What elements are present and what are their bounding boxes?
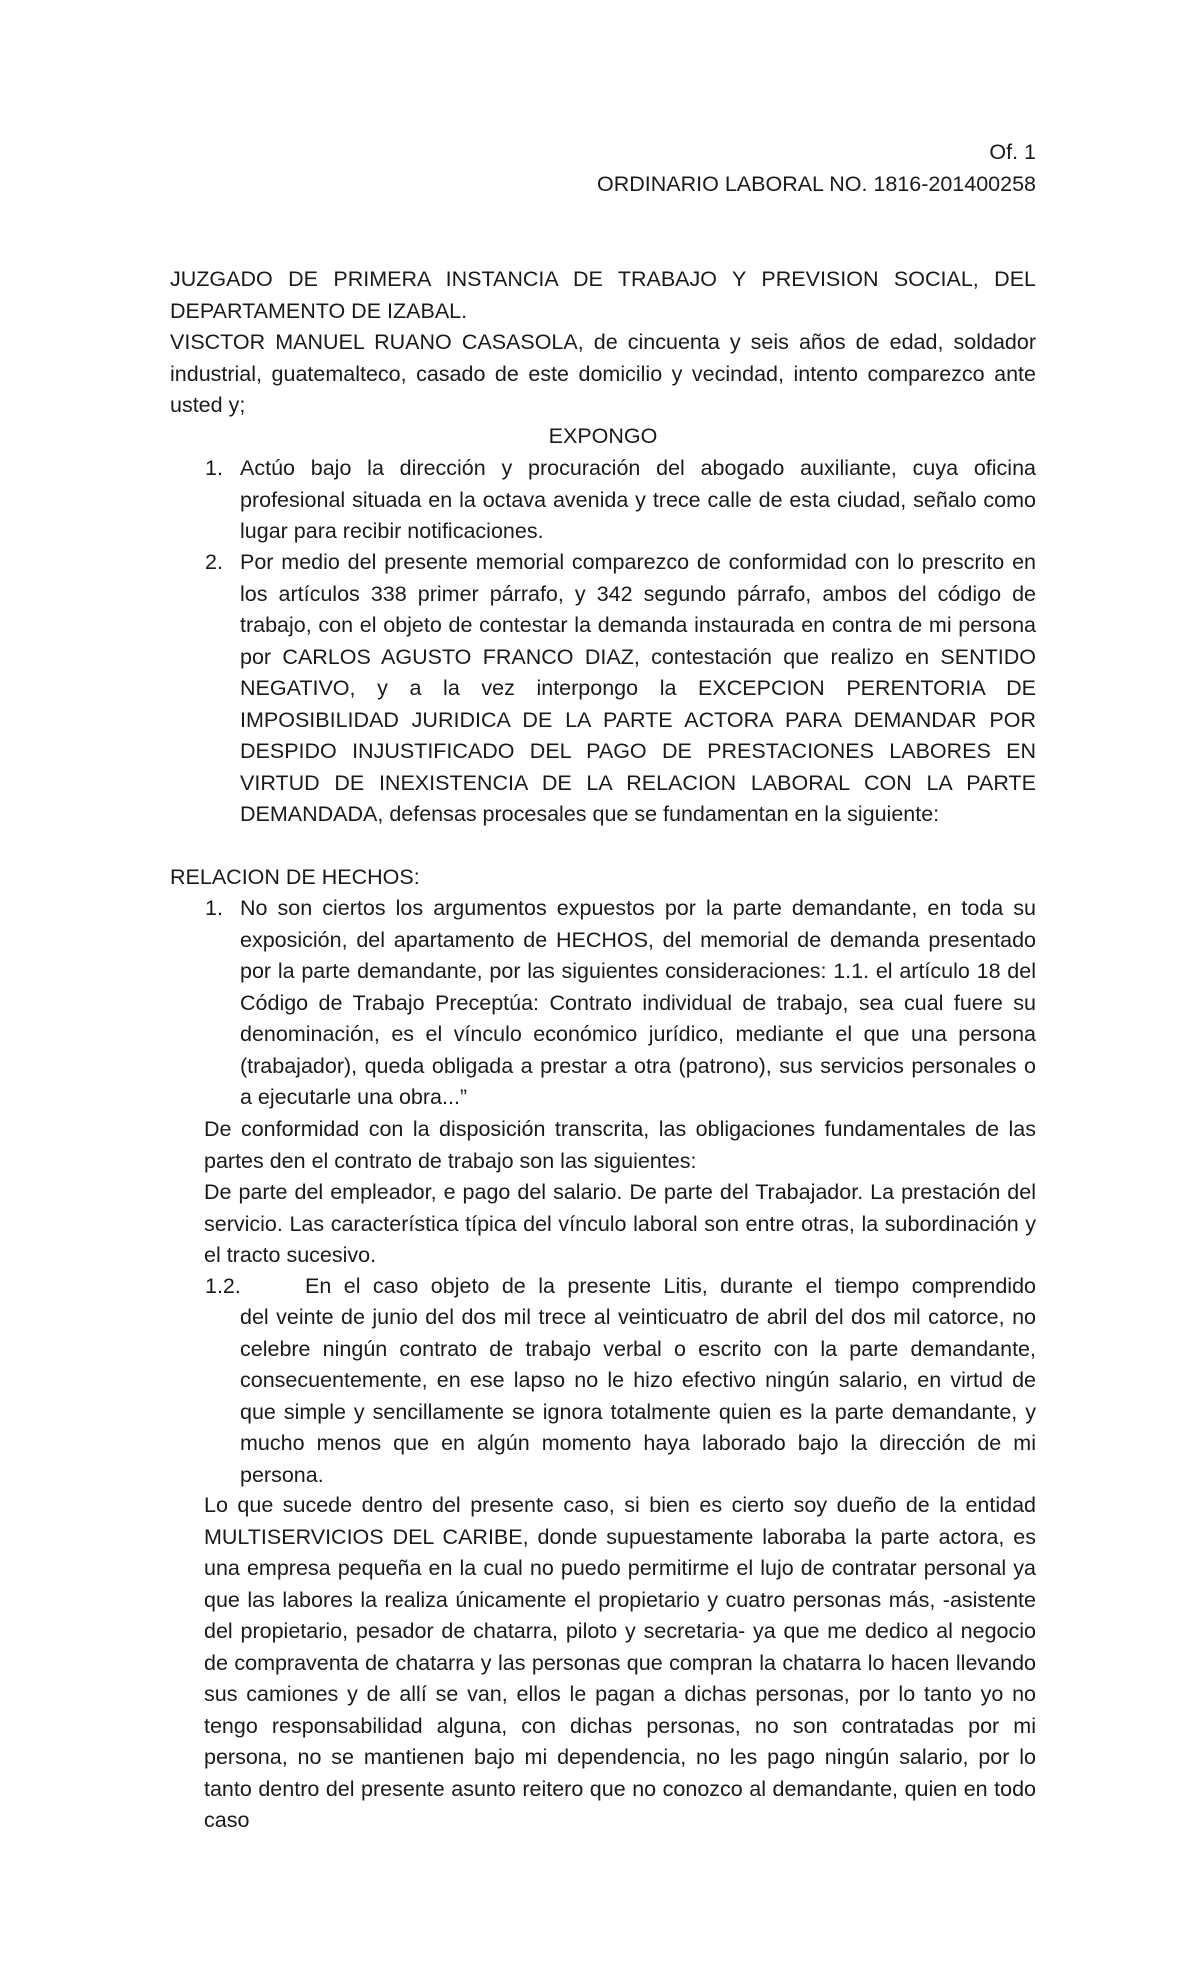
expongo-item-2-number: 2.	[205, 550, 223, 574]
item-1-2-first-line: En el caso objeto de la presente Litis, durante el tiempo comprendido	[305, 1274, 1036, 1298]
paragraph-empleador: De parte del empleador, e pago del salario. De parte del Trabajador. La prestación del servicio. Las característica típica del vínculo laboral son entre otras, la subordinación y el tracto sucesivo.	[204, 1180, 1036, 1267]
item-1-2-number: 1.2.	[205, 1274, 241, 1298]
expongo-item-1-text: Actúo bajo la dirección y procuración del abogado auxiliante, cuya oficina profesional situada en la octava avenida y trece calle de esta ciudad, señalo como lugar para recibir notificaciones.	[240, 456, 1036, 543]
expongo-heading: EXPONGO	[548, 424, 658, 448]
intro-paragraph: VISCTOR MANUEL RUANO CASASOLA, de cincuenta y seis años de edad, soldador industrial, guatemalteco, casado de este domicilio y vecindad, intento comparezco ante usted y;	[170, 330, 1036, 417]
case-number: ORDINARIO LABORAL NO. 1816-201400258	[597, 172, 1036, 196]
hechos-item-1-number: 1.	[205, 896, 223, 920]
expongo-item-1-number: 1.	[205, 456, 223, 480]
paragraph-final: Lo que sucede dentro del presente caso, si bien es cierto soy dueño de la entidad MULTISERVICIOS DEL CARIBE, donde supuestamente laboraba la parte actora, es una empresa pequeña en la cual no puedo permitirme el lujo de contratar personal ya que las labores la realiza únicamente el propietario y cuatro personas más, -asistente del propietario, pesador de chatarra, piloto y secretaria- ya que me dedico al negocio de compraventa de chatarra y las personas que compran la chatarra lo hacen llevando sus camiones y de allí se van, ellos le pagan a dichas personas, por lo tanto yo no tengo responsabilidad alguna, con dichas personas, no son contratadas por mi persona, no se mantienen bajo mi dependencia, no les pago ningún salario, por lo tanto dentro del presente asunto reitero que no conozco al demandante, quien en todo caso	[204, 1493, 1036, 1832]
office-number: Of. 1	[989, 140, 1036, 164]
addressee: JUZGADO DE PRIMERA INSTANCIA DE TRABAJO Y PREVISION SOCIAL, DEL DEPARTAMENTO DE IZABAL.	[170, 267, 1036, 323]
hechos-item-1-text: No son ciertos los argumentos expuestos por la parte demandante, en toda su exposición, del apartamento de HECHOS, del memorial de demanda presentado por la parte demandante, por las siguientes consideraciones: 1.1. el artículo 18 del Código de Trabajo Preceptúa: Contrato individual de trabajo, sea cual fuere su denominación, es el vínculo económico jurídico, mediante el que una persona (trabajador), queda obligada a prestar a otra (patrono), sus servicios personales o a ejecutarle una obra...”	[240, 896, 1036, 1109]
item-1-2-text: del veinte de junio del dos mil trece al veinticuatro de abril del dos mil catorce, no celebre ningún contrato de trabajo verbal o escrito con la parte demandante, consecuentemente, en ese lapso no le hizo efectivo ningún salario, en virtud de que simple y sencillamente se ignora totalmente quien es la parte demandante, y mucho menos que en algún momento haya laborado bajo la dirección de mi persona.	[240, 1305, 1036, 1487]
paragraph-conformidad: De conformidad con la disposición transcrita, las obligaciones fundamentales de las partes den el contrato de trabajo son las siguientes:	[204, 1117, 1036, 1173]
hechos-heading: RELACION DE HECHOS:	[170, 865, 420, 889]
expongo-item-2-text: Por medio del presente memorial comparezco de conformidad con lo prescrito en los artículos 338 primer párrafo, y 342 segundo párrafo, ambos del código de trabajo, con el objeto de contestar la demanda instaurada en contra de mi persona por CARLOS AGUSTO FRANCO DIAZ, contestación que realizo en SENTIDO NEGATIVO, y a la vez interpongo la EXCEPCION PERENTORIA DE IMPOSIBILIDAD JURIDICA DE LA PARTE ACTORA PARA DEMANDAR POR DESPIDO INJUSTIFICADO DEL PAGO DE PRESTACIONES LABORES EN VIRTUD DE INEXISTENCIA DE LA RELACION LABORAL CON LA PARTE DEMANDADA, defensas procesales que se fundamentan en la siguiente:	[240, 550, 1036, 826]
